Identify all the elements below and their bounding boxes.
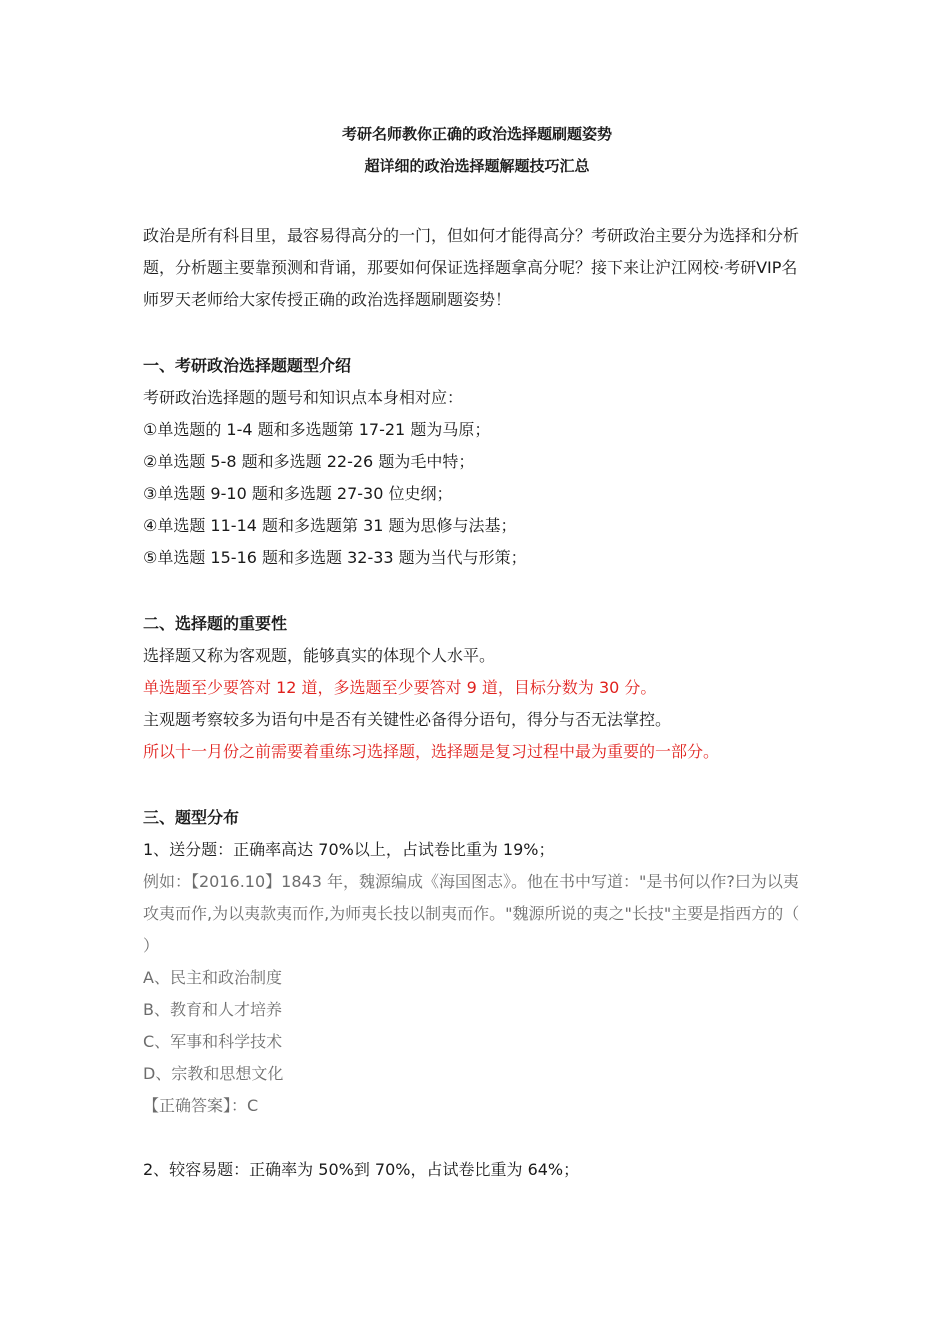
page-subtitle: 超详细的政治选择题解题技巧汇总 <box>364 157 590 175</box>
section-heading: 三、题型分布 <box>143 808 240 827</box>
answer-option: A、民主和政治制度 <box>143 968 282 987</box>
answer-option: B、教育和人才培养 <box>143 1000 282 1019</box>
list-item: ②单选题 5-8 题和多选题 22-26 题为毛中特； <box>143 452 475 471</box>
answer-option: C、军事和科学技术 <box>143 1032 283 1051</box>
list-item: ④单选题 11-14 题和多选题第 31 题为思修与法基； <box>143 516 517 535</box>
answer-option: D、宗教和思想文化 <box>143 1064 284 1083</box>
section-heading: 二、选择题的重要性 <box>143 614 288 633</box>
intro-paragraph: 政治是所有科目里，最容易得高分的一门，但如何才能得高分？考研政治主要分为选择和分析题，分析题主要靠预测和背诵，那要如何保证选择题拿高分呢？接下来让沪江网校·考研VIP名师罗天老师给大家传授正确的政治选择题刷题姿势！ <box>143 226 800 309</box>
correct-answer: 【正确答案】：C <box>143 1096 259 1115</box>
title-block <box>143 118 811 182</box>
section-importance <box>143 608 811 768</box>
list-item: ③单选题 9-10 题和多选题 27-30 位史纲； <box>143 484 453 503</box>
list-item: ⑤单选题 15-16 题和多选题 32-33 题为当代与形策； <box>143 548 527 567</box>
section-lead: 考研政治选择题的题号和知识点本身相对应： <box>143 388 464 407</box>
emphasis-line: 单选题至少要答对 12 道，多选题至少要答对 9 道，目标分数为 30 分。 <box>143 678 657 697</box>
body-line: 主观题考察较多为语句中是否有关键性必备得分语句，得分与否无法掌控。 <box>143 710 672 729</box>
list-item: ①单选题的 1-4 题和多选题第 17-21 题为马原； <box>143 420 491 439</box>
example-question: 例如：【2016.10】1843 年，魏源编成《海国图志》。他在书中写道："是书何以作?曰为以夷攻夷而作,为以夷款夷而作,为师夷长技以制夷而作。"魏源所说的夷之"长技"主要是指西方的（ ） <box>143 872 800 955</box>
section-heading: 一、考研政治选择题题型介绍 <box>143 356 352 375</box>
distribution-item: 2、较容易题：正确率为 50%到 70%，占试卷比重为 64%； <box>143 1160 580 1179</box>
distribution-item: 1、送分题：正确率高达 70%以上，占试卷比重为 19%； <box>143 840 555 859</box>
document-page <box>143 118 811 1186</box>
section-question-types <box>143 350 811 574</box>
page-title: 考研名师教你正确的政治选择题刷题姿势 <box>341 125 612 143</box>
emphasis-line: 所以十一月份之前需要着重练习选择题，选择题是复习过程中最为重要的一部分。 <box>143 742 720 761</box>
section-distribution <box>143 802 811 1186</box>
body-line: 选择题又称为客观题，能够真实的体现个人水平。 <box>143 646 496 665</box>
spacer <box>143 1122 811 1154</box>
